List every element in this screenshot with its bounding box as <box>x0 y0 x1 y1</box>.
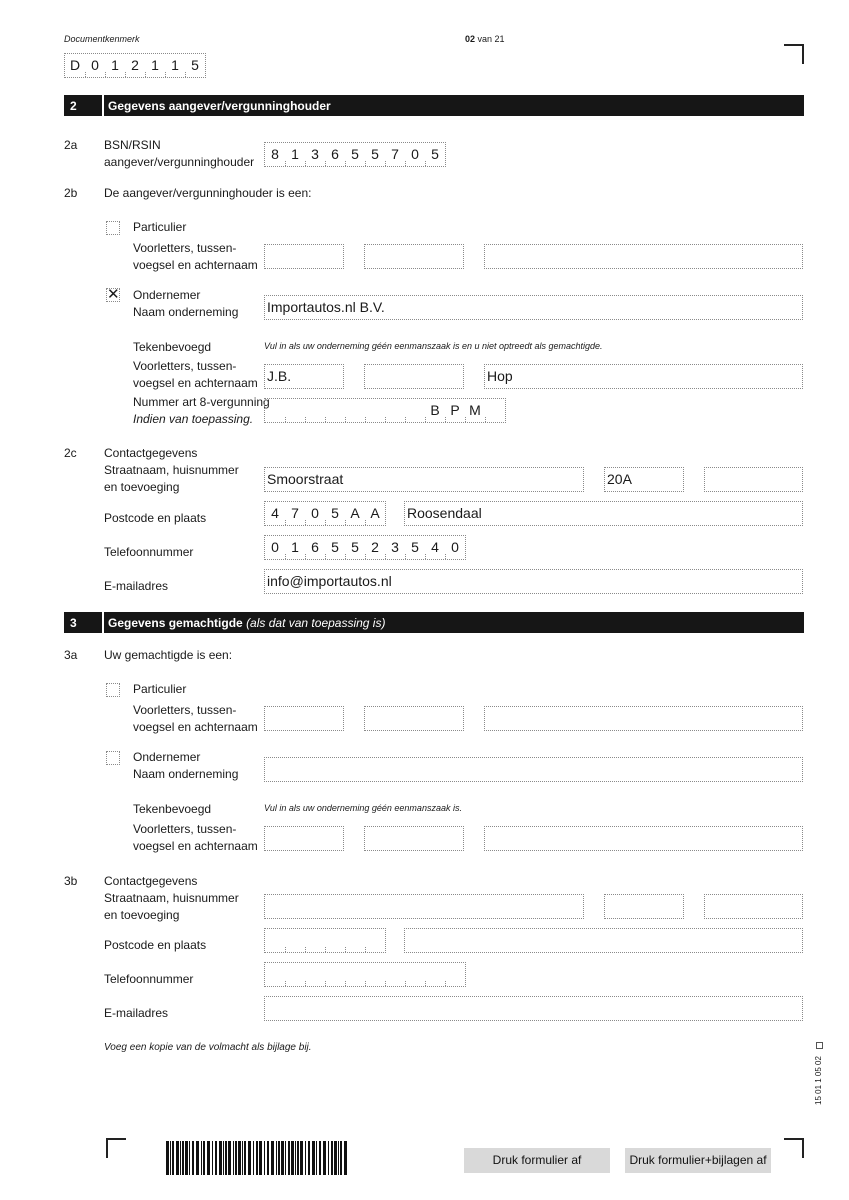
ondernemer-checkbox-label: Ondernemer <box>133 288 201 302</box>
gemachtigde-city-field[interactable] <box>404 928 803 953</box>
char-cell: 7 <box>285 502 305 525</box>
barcode-bar <box>295 1141 296 1175</box>
document-mark-field[interactable] <box>64 53 206 78</box>
char-cell <box>345 929 365 952</box>
page-number: 02 <box>465 34 476 44</box>
barcode-bar <box>235 1141 237 1175</box>
char-cell: 1 <box>285 143 305 166</box>
char-cell <box>265 399 285 422</box>
section-divider <box>102 612 104 633</box>
house-number-field[interactable]: 20A <box>604 467 684 492</box>
email-field[interactable]: info@importautos.nl <box>264 569 803 594</box>
barcode-bar <box>291 1141 294 1175</box>
contact-heading: Contactgegevens <box>104 446 198 460</box>
barcode-bar <box>300 1141 303 1175</box>
char-cell: 0 <box>405 143 425 166</box>
barcode-bar <box>334 1141 337 1175</box>
char-cell <box>345 963 365 986</box>
street-label-line1: Straatnaam, huisnummer <box>104 463 239 477</box>
char-cell: 0 <box>271 539 279 555</box>
tekenbevoegd-initials-field[interactable]: J.B. <box>264 364 344 389</box>
crop-mark-top-right <box>784 44 804 64</box>
barcode-bar <box>201 1141 202 1175</box>
phone-field[interactable] <box>264 535 466 560</box>
particulier-infix-field[interactable] <box>364 244 464 269</box>
char-cell: A <box>365 502 385 525</box>
power-of-attorney-note: Voeg een kopie van de volmacht als bijlage bij. <box>104 1042 312 1053</box>
name-label-line1: Voorletters, tussen- <box>133 822 237 836</box>
barcode-bar <box>323 1141 326 1175</box>
char-cell: 7 <box>385 143 405 166</box>
char-cell <box>405 963 425 986</box>
barcode-bar <box>312 1141 315 1175</box>
gemachtigde-particulier-infix-field[interactable] <box>364 706 464 731</box>
barcode-bar <box>271 1141 274 1175</box>
char-cell <box>405 399 425 422</box>
particulier-label: Particulier <box>133 220 187 234</box>
barcode-bar <box>331 1141 333 1175</box>
barcode-bar <box>212 1141 213 1175</box>
char-cell: 5 <box>425 143 445 166</box>
barcode-bar <box>203 1141 205 1175</box>
gemachtigde-ondernemer-checkbox-label: Ondernemer <box>133 750 201 764</box>
barcode-bar <box>242 1141 243 1175</box>
tekenbevoegd-name-label <box>133 358 258 392</box>
question-2b-number: 2b <box>64 186 78 200</box>
particulier-checkbox[interactable] <box>106 221 120 235</box>
license-label <box>133 394 270 428</box>
gemachtigde-postcode-field[interactable] <box>264 928 386 953</box>
barcode-bar <box>264 1141 265 1175</box>
license-label-line1: Nummer art 8-vergunning <box>133 395 270 409</box>
char-cell: 5 <box>345 143 365 166</box>
section-3-title <box>108 616 385 630</box>
char-cell: 3 <box>385 536 405 559</box>
gemachtigde-phone-field[interactable] <box>264 962 466 987</box>
char-cell: 5 <box>325 502 345 525</box>
section-3-title-text: Gegevens gemachtigde <box>108 616 243 630</box>
barcode-bar <box>285 1141 286 1175</box>
gemachtigde-postcode-label: Postcode en plaats <box>104 938 207 952</box>
char-cell: 8 <box>271 146 279 162</box>
char-cell: 2 <box>365 536 385 559</box>
barcode-bar <box>225 1141 227 1175</box>
email-label: E-mailadres <box>104 579 169 593</box>
barcode-bar <box>176 1141 179 1175</box>
barcode-bar <box>238 1141 241 1175</box>
bsn-label <box>104 137 254 171</box>
char-cell: 0 <box>305 502 325 525</box>
char-cell <box>265 963 285 986</box>
char-cell <box>305 929 325 952</box>
document-mark-label: Documentkenmerk <box>64 34 140 44</box>
gemachtigde-particulier-surname-field[interactable] <box>484 706 803 731</box>
barcode-bar <box>166 1141 169 1175</box>
particulier-name-label <box>133 240 258 274</box>
section-2-number: 2 <box>70 99 77 113</box>
gemachtigde-email-field[interactable] <box>264 996 803 1021</box>
char-cell <box>265 929 285 952</box>
question-2a-number: 2a <box>64 138 78 152</box>
square-marker-icon <box>816 1042 823 1049</box>
char-cell <box>285 929 305 952</box>
barcode-bar <box>338 1141 339 1175</box>
char-cell: A <box>345 502 365 525</box>
contact-label <box>104 445 239 496</box>
house-number-addition-field[interactable] <box>704 467 803 492</box>
barcode-bar <box>281 1141 284 1175</box>
barcode-bar <box>228 1141 231 1175</box>
question-2c-number: 2c <box>64 446 77 460</box>
company-name-label: Naam onderneming <box>133 305 239 319</box>
char-cell: 0 <box>445 536 465 559</box>
barcode-bar <box>278 1141 280 1175</box>
street-field[interactable]: Smoorstraat <box>264 467 584 492</box>
barcode-bar <box>223 1141 224 1175</box>
char-cell: 6 <box>305 536 325 559</box>
city-field[interactable]: Roosendaal <box>404 501 803 526</box>
gemachtigde-particulier-checkbox[interactable] <box>106 683 120 697</box>
barcode-bar <box>172 1141 174 1175</box>
crop-mark-bottom-right <box>784 1138 804 1158</box>
ondernemer-label <box>133 287 238 321</box>
section-divider <box>102 95 104 116</box>
barcode-bar <box>319 1141 321 1175</box>
char-cell <box>365 399 385 422</box>
char-cell: P <box>445 399 465 422</box>
char-cell <box>325 963 345 986</box>
street-label-line1: Straatnaam, huisnummer <box>104 891 239 905</box>
barcode-bar <box>288 1141 290 1175</box>
page-total: van 21 <box>477 34 505 44</box>
gemachtigde-house-number-field[interactable] <box>604 894 684 919</box>
tekenbevoegd-infix-field[interactable] <box>364 364 464 389</box>
postcode-field[interactable] <box>264 501 386 526</box>
char-cell <box>305 963 325 986</box>
barcode-bar <box>192 1141 194 1175</box>
gemachtigde-tekenbevoegd-name-label <box>133 821 258 855</box>
print-form-button[interactable]: Druk formulier af <box>464 1148 610 1173</box>
barcode-bar <box>297 1141 299 1175</box>
gemachtigde-house-number-addition-field[interactable] <box>704 894 803 919</box>
char-cell: D <box>69 57 81 73</box>
gemachtigde-tekenbevoegd-instruction: Vul in als uw onderneming géén eenmanszaak is. <box>264 803 462 813</box>
gemachtigde-tekenbevoegd-infix-field[interactable] <box>364 826 464 851</box>
tekenbevoegd-surname-field[interactable]: Hop <box>484 364 803 389</box>
barcode-bar <box>308 1141 310 1175</box>
section-2-header <box>64 95 804 116</box>
gemachtigde-particulier-name-label <box>133 702 258 736</box>
char-cell <box>445 963 465 986</box>
name-label-line2: voegsel en achternaam <box>133 720 258 734</box>
char-cell <box>425 963 445 986</box>
barcode-bar <box>267 1141 269 1175</box>
char-cell <box>285 963 305 986</box>
barcode-bar <box>328 1141 329 1175</box>
char-cell: 3 <box>305 143 325 166</box>
barcode-bar <box>207 1141 210 1175</box>
question-3a-number: 3a <box>64 648 78 662</box>
char-cell: 0 <box>85 54 105 77</box>
char-cell <box>385 963 405 986</box>
char-cell: 6 <box>325 143 345 166</box>
barcode-bar <box>182 1141 184 1175</box>
phone-label: Telefoonnummer <box>104 545 194 559</box>
tekenbevoegd-instruction: Vul in als uw onderneming géén eenmanszaak is en u niet optreedt als gemachtigde. <box>264 341 603 351</box>
name-label-line1: Voorletters, tussen- <box>133 359 237 373</box>
license-label-line2: Indien van toepassing. <box>133 412 254 426</box>
barcode-bar <box>233 1141 234 1175</box>
barcode-icon <box>166 1141 348 1175</box>
question-3b-number: 3b <box>64 874 78 888</box>
barcode-bar <box>316 1141 317 1175</box>
char-cell <box>305 399 325 422</box>
gemachtigde-email-label: E-mailadres <box>104 1006 169 1020</box>
barcode-bar <box>256 1141 258 1175</box>
postcode-label: Postcode en plaats <box>104 511 207 525</box>
barcode-bar <box>244 1141 246 1175</box>
barcode-bar <box>344 1141 347 1175</box>
char-cell <box>325 399 345 422</box>
name-label-line2: voegsel en achternaam <box>133 376 258 390</box>
char-cell: 4 <box>271 505 279 521</box>
gemachtigde-company-name-label: Naam onderneming <box>133 767 239 781</box>
char-cell: 4 <box>425 536 445 559</box>
barcode-bar <box>305 1141 306 1175</box>
char-cell: 1 <box>105 54 125 77</box>
gemachtigde-company-name-field[interactable] <box>264 757 803 782</box>
char-cell <box>325 929 345 952</box>
barcode-bar <box>276 1141 277 1175</box>
gemachtigde-ondernemer-label <box>133 749 238 783</box>
print-form-with-attachments-button[interactable]: Druk formulier+bijlagen af <box>625 1148 771 1173</box>
gemachtigde-tekenbevoegd-label: Tekenbevoegd <box>133 802 212 816</box>
name-label-line2: voegsel en achternaam <box>133 839 258 853</box>
form-code: 15 01 1 05 02 <box>814 1056 823 1105</box>
char-cell: 1 <box>145 54 165 77</box>
char-cell: M <box>465 399 485 422</box>
street-label-line2: en toevoeging <box>104 480 180 494</box>
char-cell <box>365 963 385 986</box>
gemachtigde-tekenbevoegd-initials-field[interactable] <box>264 826 344 851</box>
section-3-number: 3 <box>70 616 77 630</box>
char-cell: 2 <box>125 54 145 77</box>
char-cell: 5 <box>185 54 205 77</box>
gemachtigde-ondernemer-checkbox[interactable] <box>106 751 120 765</box>
barcode-bar <box>170 1141 171 1175</box>
barcode-bar <box>185 1141 188 1175</box>
section-2-title: Gegevens aangever/vergunninghouder <box>108 99 331 113</box>
name-label-line1: Voorletters, tussen- <box>133 703 237 717</box>
name-label-line2: voegsel en achternaam <box>133 258 258 272</box>
ondernemer-checkbox[interactable]: ✕ <box>107 286 120 303</box>
gemachtigde-street-field[interactable] <box>264 894 584 919</box>
barcode-bar <box>180 1141 181 1175</box>
crop-mark-bottom-left <box>106 1138 126 1158</box>
barcode-bar <box>189 1141 190 1175</box>
gemachtigde-particulier-initials-field[interactable] <box>264 706 344 731</box>
section-3-header <box>64 612 804 633</box>
gemachtigde-tekenbevoegd-surname-field[interactable] <box>484 826 803 851</box>
char-cell <box>365 929 385 952</box>
barcode-bar <box>196 1141 199 1175</box>
bsn-label-line1: BSN/RSIN <box>104 138 161 152</box>
char-cell <box>285 399 305 422</box>
char-cell <box>485 399 505 422</box>
question-2b-label: De aangever/vergunninghouder is een: <box>104 186 312 200</box>
barcode-bar <box>215 1141 217 1175</box>
company-name-field[interactable]: Importautos.nl B.V. <box>264 295 803 320</box>
tekenbevoegd-label: Tekenbevoegd <box>133 340 212 354</box>
char-cell <box>385 399 405 422</box>
barcode-bar <box>219 1141 222 1175</box>
char-cell <box>345 399 365 422</box>
char-cell: 5 <box>325 536 345 559</box>
barcode-bar <box>248 1141 251 1175</box>
barcode-bar <box>253 1141 254 1175</box>
street-label-line2: en toevoeging <box>104 908 180 922</box>
char-cell: 5 <box>345 536 365 559</box>
particulier-initials-field[interactable] <box>264 244 344 269</box>
particulier-surname-field[interactable] <box>484 244 803 269</box>
bsn-field[interactable] <box>264 142 446 167</box>
char-cell: B <box>425 399 445 422</box>
gemachtigde-particulier-label: Particulier <box>133 682 187 696</box>
barcode-bar <box>259 1141 262 1175</box>
bsn-label-line2: aangever/vergunninghouder <box>104 155 255 169</box>
char-cell: 1 <box>165 54 185 77</box>
gemachtigde-phone-label: Telefoonnummer <box>104 972 194 986</box>
char-cell: 5 <box>365 143 385 166</box>
question-3a-label: Uw gemachtigde is een: <box>104 648 233 662</box>
gemachtigde-contact-label <box>104 873 239 924</box>
name-label-line1: Voorletters, tussen- <box>133 241 237 255</box>
license-number-field[interactable] <box>264 398 506 423</box>
barcode-bar <box>340 1141 342 1175</box>
char-cell: 1 <box>285 536 305 559</box>
contact-heading: Contactgegevens <box>104 874 198 888</box>
page-indicator <box>465 34 505 44</box>
section-3-title-suffix: (als dat van toepassing is) <box>246 616 386 630</box>
char-cell: 5 <box>405 536 425 559</box>
